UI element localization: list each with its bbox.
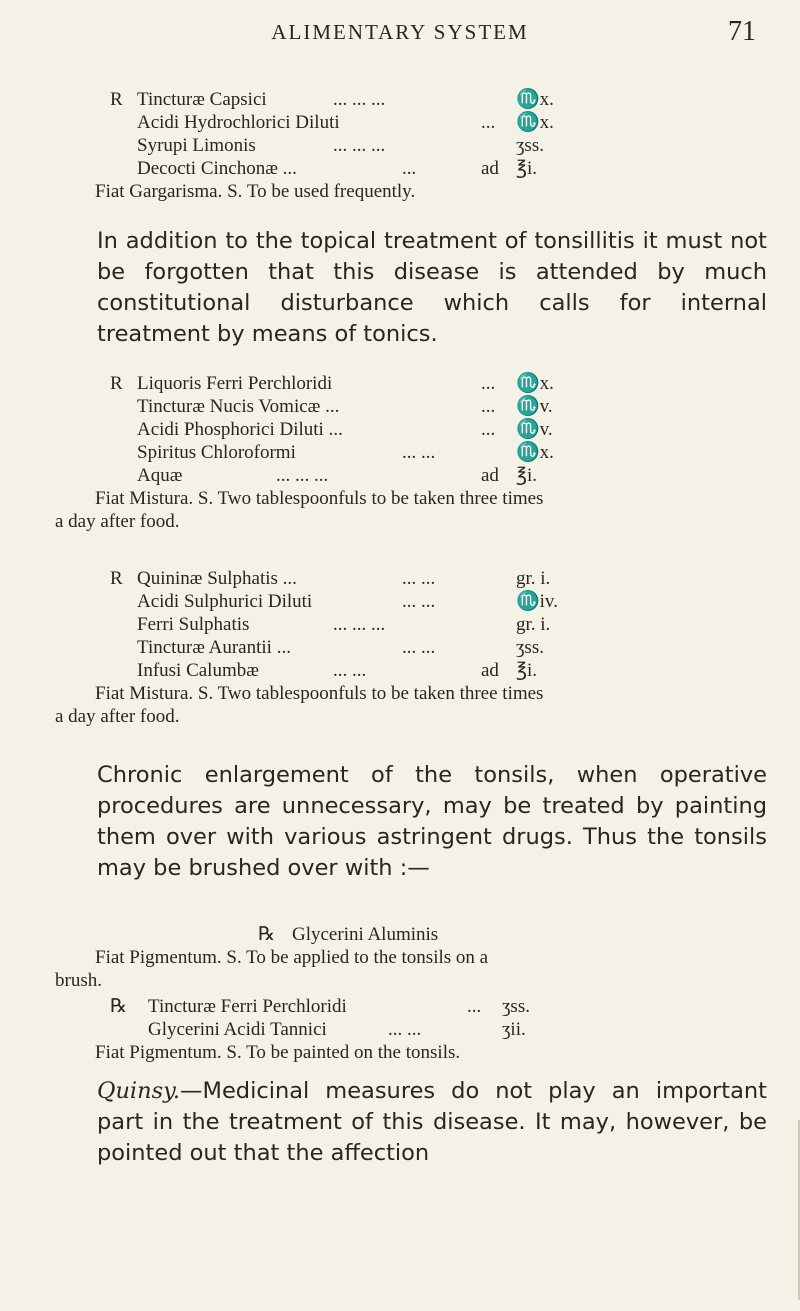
prescription-instructions-continued: brush. xyxy=(55,970,102,991)
paragraph-text: In addition to the topical treatment of tonsillitis it must not be forgotten that this disease is attended by much constitutional disturbance which calls for internal treatment by means of tonics. xyxy=(97,228,767,347)
leader-dots: ... ... ... xyxy=(333,614,386,635)
leader-dots: ... ... ... xyxy=(333,89,386,110)
leader-dots: ... ... xyxy=(402,442,436,463)
paragraph-constitutional-treatment xyxy=(55,226,767,350)
ingredient-name: Spiritus Chloroformi xyxy=(137,442,296,463)
prescription-tonic-mixture-1 xyxy=(0,372,800,533)
ingredient-quantity: ʒss. xyxy=(502,996,530,1017)
ingredient-quantity: ♏v. xyxy=(516,419,553,440)
prescription-gargle xyxy=(0,88,800,203)
leader-dots: ... ... xyxy=(402,637,436,658)
ingredient-quantity: ʒss. xyxy=(516,637,544,658)
rx-symbol: ℞ xyxy=(110,996,128,1017)
ingredient-name: Acidi Phosphorici Diluti ... xyxy=(137,419,343,440)
prescription-tonic-mixture-2 xyxy=(0,567,800,728)
ingredient-name: Tincturæ Aurantii ... xyxy=(137,637,291,658)
leader-dots: ... ... ... xyxy=(333,135,386,156)
leader-dots: ... ... ... xyxy=(276,465,329,486)
paragraph-text: Chronic enlargement of the tonsils, when operative procedures are unnecessary, may be treated by painting them over with various astringent drugs. Thus the tonsils may be brushed over with :— xyxy=(97,762,767,881)
leader-dots: ... xyxy=(481,373,496,394)
ingredient-quantity: ʒii. xyxy=(502,1019,526,1040)
ingredient-quantity: ♏iv. xyxy=(516,591,558,612)
ingredient-quantity: ♏v. xyxy=(516,396,553,417)
ingredient-quantity: ♏x. xyxy=(516,89,554,110)
prescription-instructions-continued: a day after food. xyxy=(55,706,180,727)
quinsy-heading: Quinsy. xyxy=(97,1078,181,1104)
prescription-instructions: Fiat Gargarisma. S. To be used frequently. xyxy=(95,181,416,202)
ingredient-quantity: ♏x. xyxy=(516,442,554,463)
ingredient-quantity: ℥i. xyxy=(516,465,538,486)
ingredient-quantity: gr. i. xyxy=(516,568,551,589)
ingredient-name: Acidi Hydrochlorici Diluti xyxy=(137,112,340,133)
ingredient-quantity: ℥i. xyxy=(516,660,538,681)
paragraph-quinsy xyxy=(55,1076,767,1169)
rx-symbol: R xyxy=(110,89,123,110)
ingredient-name: Glycerini Acidi Tannici xyxy=(148,1019,327,1040)
page-number: 71 xyxy=(728,16,756,47)
prescription-instructions: Fiat Mistura. S. Two tablespoonfuls to be taken three times xyxy=(95,488,544,509)
ingredient-name: Liquoris Ferri Perchloridi xyxy=(137,373,333,394)
ingredient-name: Ferri Sulphatis xyxy=(137,614,250,635)
leader-dots: ... xyxy=(402,158,417,179)
leader-dots: ... ... xyxy=(388,1019,422,1040)
rx-symbol: ℞ xyxy=(258,924,276,945)
ad-marker: ad xyxy=(481,465,499,486)
leader-dots: ... xyxy=(467,996,482,1017)
leader-dots: ... xyxy=(481,396,496,417)
ingredient-name: Syrupi Limonis xyxy=(137,135,256,156)
paragraph-text: —Medicinal measures do not play an important part in the treatment of this disease. It may, however, be pointed out that the affection xyxy=(97,1078,767,1166)
ingredient-name: Glycerini Aluminis xyxy=(292,924,439,945)
ingredient-quantity: ℥i. xyxy=(516,158,538,179)
ingredient-name: Tincturæ Nucis Vomicæ ... xyxy=(137,396,340,417)
leader-dots: ... xyxy=(481,112,496,133)
running-title: ALIMENTARY SYSTEM xyxy=(271,20,529,44)
ingredient-quantity: ♏x. xyxy=(516,112,554,133)
ingredient-name: Aquæ xyxy=(137,465,183,486)
leader-dots: ... ... xyxy=(402,568,436,589)
ingredient-name: Quininæ Sulphatis ... xyxy=(137,568,297,589)
paragraph-chronic-enlargement xyxy=(55,760,767,884)
prescription-instructions-continued: a day after food. xyxy=(55,511,180,532)
prescription-pigment-2 xyxy=(0,995,800,1064)
ingredient-name: Decocti Cinchonæ ... xyxy=(137,158,297,179)
leader-dots: ... ... xyxy=(333,660,367,681)
ingredient-quantity: ʒss. xyxy=(516,135,544,156)
ingredient-name: Tincturæ Capsici xyxy=(137,89,267,110)
ingredient-name: Acidi Sulphurici Diluti xyxy=(137,591,313,612)
prescription-instructions: Fiat Pigmentum. S. To be applied to the tonsils on a xyxy=(95,947,489,968)
leader-dots: ... ... xyxy=(402,591,436,612)
ingredient-quantity: ♏x. xyxy=(516,373,554,394)
ingredient-name: Infusi Calumbæ xyxy=(137,660,259,681)
page-header xyxy=(0,14,800,54)
rx-symbol: R xyxy=(110,568,123,589)
ad-marker: ad xyxy=(481,660,499,681)
ingredient-name: Tincturæ Ferri Perchloridi xyxy=(148,996,347,1017)
rx-symbol: R xyxy=(110,373,123,394)
leader-dots: ... xyxy=(481,419,496,440)
paragraph-body xyxy=(55,1076,767,1169)
prescription-pigment-1 xyxy=(0,923,800,992)
prescription-instructions: Fiat Pigmentum. S. To be painted on the tonsils. xyxy=(95,1042,461,1063)
prescription-instructions: Fiat Mistura. S. Two tablespoonfuls to be taken three times xyxy=(95,683,544,704)
ad-marker: ad xyxy=(481,158,499,179)
ingredient-quantity: gr. i. xyxy=(516,614,551,635)
